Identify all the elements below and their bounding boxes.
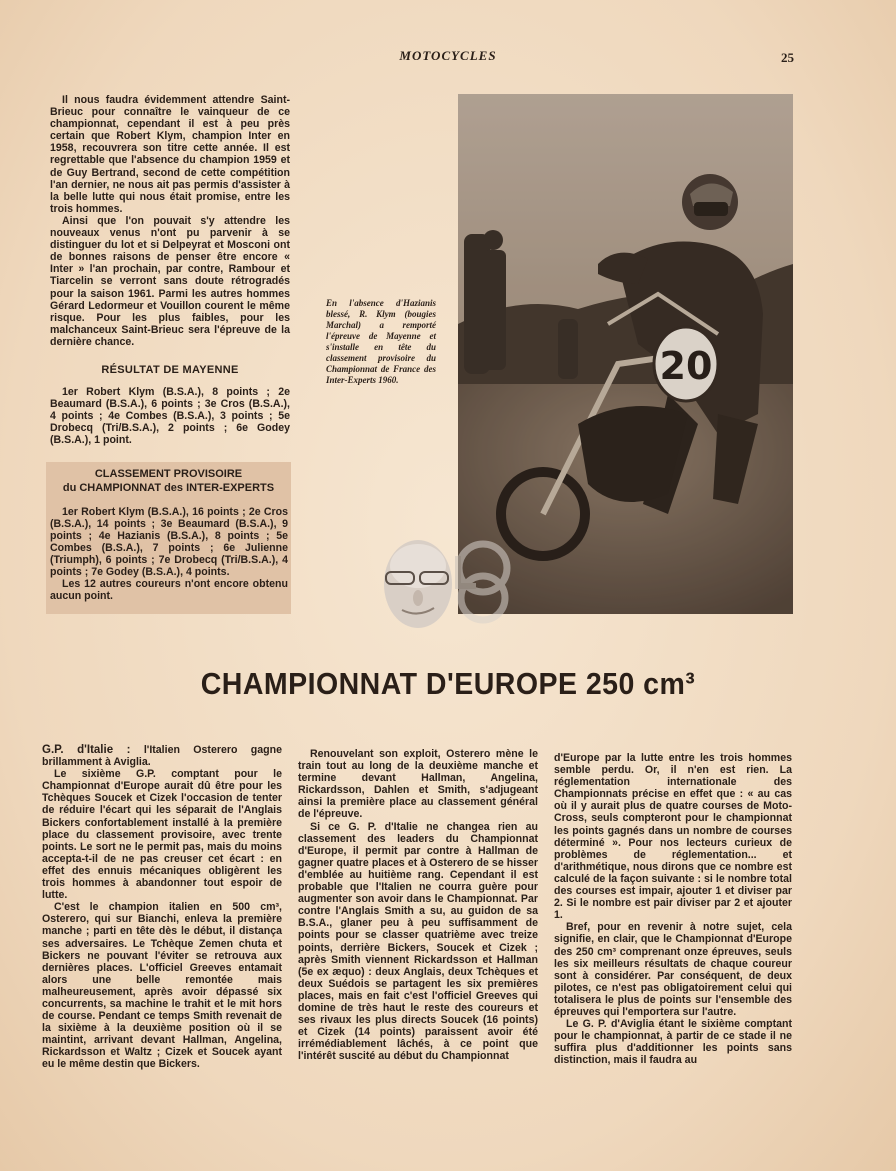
article-column-2 (298, 748, 538, 1062)
intro-text (50, 94, 290, 348)
lead-bold: G.P. d'Italie : (42, 744, 131, 756)
article-paragraph: Bref, pour en revenir à notre sujet, cela signifie, en clair, que le Championnat d'Europe des 250 cm³ comprenant onze épreuves, seuls les six meilleurs résultats de chaque coureur sont à considérer. Par conséquent, de deux pilotes, ce n'est pas obligatoirement celui qui totalisera le plus de points sur l'ensemble des épreuves qui l'emportera sur l'autre. (554, 921, 792, 1018)
results-heading: RÉSULTAT DE MAYENNE (101, 364, 239, 376)
article-paragraph: Le sixième G.P. comptant pour le Championnat d'Europe aurait dû être pour les Tchèques Soucek et Cizek l'occasion de tenter de réduire l'écart qui les séparait de l'Anglais Bickers confortablement installé à la première place du classement provisoire, avec trente points. Le sort ne le permit pas, mais du moins accepta-t-il de ne pas creuser cet écart : en effet des ennuis mécaniques obligèrent les trois hommes à abandonner tout espoir de lutte. (42, 768, 282, 902)
article-paragraph: d'Europe par la lutte entre les trois hommes semble perdu. Or, il n'en est rien. La réglementation internationale des Championnats précise en effet que : « au cas où il y aurait plus de quatre courses de Moto-Cross, seuls compteront pour le championnat les points gagnés dans un nombre de courses déterminé ». Pour nos lecteurs curieux de problèmes de réglementation... et d'arithmétique, nous dirons que ce nombre est calculé de la façon suivante : si le nombre total des courses est impair, ajouter 1 et diviser par 2. Si le nombre est pair diviser par 2 et ajouter 1. (554, 752, 792, 922)
running-header: MOTOCYCLES (399, 48, 497, 63)
standings-subtitle: du CHAMPIONNAT des INTER-EXPERTS (62, 482, 275, 494)
standings-text (50, 506, 288, 602)
bike-number: 20 (659, 344, 713, 388)
standings-note: Les 12 autres coureurs n'ont encore obtenu aucun point. (50, 578, 288, 602)
article-column-1 (42, 744, 282, 1071)
photo-caption: En l'absence d'Hazianis blessé, R. Klym (bougies Marchal) a remporté l'épreuve de Mayenne et s'installe en tête du classement provisoire du Championnat de France des Inter-Experts 1960. (326, 298, 436, 385)
lead-text: l'Italien Osterero gagne brillamment à Aviglia. (42, 744, 282, 769)
article-paragraph: Le G. P. d'Aviglia étant le sixième comptant pour le championnat, à partir de ce stade il ne suffira plus d'additionner les points sans distinction, mais il faudra au (554, 1018, 792, 1067)
article-lead (42, 744, 282, 768)
watermark-logo (448, 536, 518, 626)
results-paragraph: 1er Robert Klym (B.S.A.), 8 points ; 2e Beaumard (B.S.A.), 6 points ; 3e Cros (B.S.A.), 4 points ; 4e Combes (B.S.A.), 3 points ; 5e Drobecq (Tri/B.S.A.), 2 points ; 6e Godey (B.S.A.), 1 point. (50, 386, 290, 447)
article-paragraph: Renouvelant son exploit, Osterero mène le train tout au long de la deuxième manche et termine devant Hallman, Angelina, Rickardsson, Dahlen et Smith, s'adjugeant ainsi la première place au classement général de l'épreuve. (298, 748, 538, 821)
standings-box (46, 462, 291, 614)
standings-title: CLASSEMENT PROVISOIRE (94, 468, 243, 480)
standings-paragraph: 1er Robert Klym (B.S.A.), 16 points ; 2e Cros (B.S.A.), 14 points ; 3e Beaumard (B.S.A.), 9 points ; 4e Hazianis (B.S.A.), 8 points ; 5e Combes (B.S.A.), 7 points ; 6e Julienne (Triumph), 6 points ; 7e Drobecq (Tri/B.S.A.), 4 points ; 7e Godey (B.S.A.), 4 points. (50, 506, 288, 578)
page-number: 25 (781, 50, 794, 65)
article-column-3 (554, 752, 792, 1066)
intro-paragraph: Ainsi que l'on pouvait s'y attendre les nouveaux venus n'ont pu parvenir à se distinguer du lot et si Delpeyrat et Mosconi ont de bonnes raisons de penser être encore « Inter » l'an prochain, par contre, Rambour et Tiarcelin se verront sans doute rétrogradés pour la saison 1961. Parmi les autres hommes Gérard Ledormeur et Vouillon courent le même risque. Pour les plus faibles, pour les malchanceux Saint-Brieuc sera l'épreuve de la dernière chance. (50, 214, 290, 348)
intro-paragraph: Il nous faudra évidemment attendre Saint-Brieuc pour connaître le vainqueur de ce championnat, cependant il est à peu près certain que Robert Klym, champion Inter en 1958, recouvrera son titre cette année. Il est regrettable que l'absence du champion 1959 et de Guy Bertrand, second de cette compétition l'an dernier, ne nous ait pas permis d'assister à la belle lutte qui nous était promise, entre les trois hommes. (50, 94, 290, 215)
results-text (50, 386, 290, 446)
article-title: CHAMPIONNAT D'EUROPE 250 cm³ (200, 666, 696, 701)
portrait-image (378, 536, 458, 636)
article-paragraph: C'est le champion italien en 500 cm³, Osterero, qui sur Bianchi, enleva la première manche ; parti en tête dès le début, il distança ses adversaires. Le Tchèque Zemen chuta et Bickers ne pouvant l'éviter se retrouva aux dernières places. L'officiel Greeves entamait alors une belle remontée mais malheureusement, après avoir dépassé six concurrents, sa machine le trahit et le mit hors de course. Pendant ce temps Smith revenait de la sixième à la deuxième position où il se maintint, arrivant devant Hallman, Angelina, Rickardsson et Waltz ; Cizek et Soucek ayant eu le même destin que Bickers. (42, 901, 282, 1071)
article-paragraph: Si ce G. P. d'Italie ne changea rien au classement des leaders du Championnat d'Europe, il permit par contre à Hallman de gagner quatre places et à Osterero de se hisser d'emblée au huitième rang. Cependant il est probable que l'Italien ne courra guère pour augmenter son avoir dans le Championnat. Par contre l'Anglais Smith a su, au guidon de sa B.S.A., glaner peu à peu suffisamment de points pour se classer quatrième avec treize points, derrière Bickers, Soucek et Cizek ; après Smith viennent Rickardsson et Hallman (5e ex æquo) : deux Anglais, deux Tchèques et deux Suédois se partagent les six premières places, mais en fait c'est l'officiel Greeves qui domine de très haut le reste des coureurs et ses rivaux les plus directs Soucek (16 points) et Cizek (14 points) paraissent avoir été irrémédiablement lâchés, à ce point que l'intérêt suscité au début du Championnat (298, 820, 538, 1063)
